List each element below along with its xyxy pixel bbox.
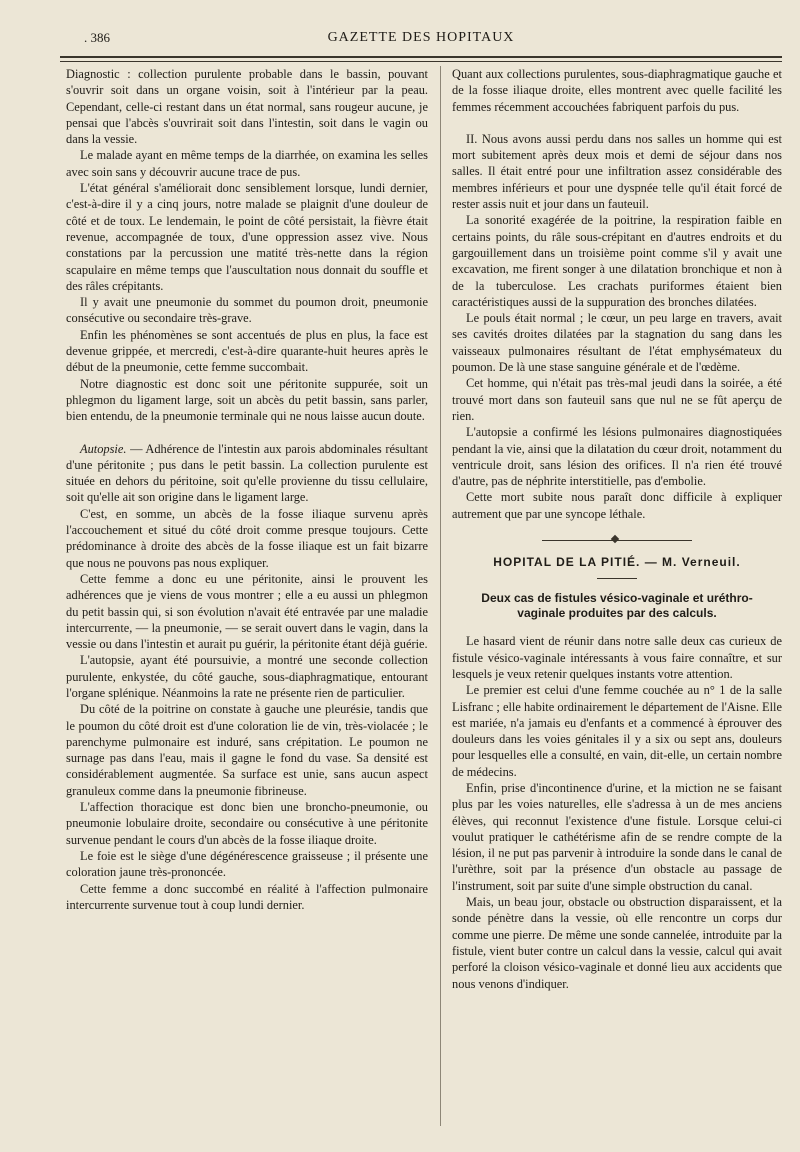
case-title: Deux cas de fistules vésico-vaginale et uréthro-vaginale produites par des calculs. (481, 591, 753, 621)
paragraph: Il y avait une pneumonie du sommet du poumon droit, pneumonie consécutive ou secondaire très-grave. (66, 295, 428, 326)
hospital-heading: HOPITAL DE LA PITIÉ. — M. Verneuil. (493, 555, 741, 570)
paragraph: II. Nous avons aussi perdu dans nos salles un homme qui est mort subitement après deux mois et demi de séjour dans nos salles. Il était entré pour une infiltration assez considérable des membres inférieurs et pour une dyspnée telle qu'il était forcé de rester assis nuit et jour dans un fauteuil. (452, 131, 782, 212)
paragraph: L'autopsie, ayant été poursuivie, a montré une seconde collection purulente, enkystée, du côté gauche, sous-diaphragmatique, entourant l'organe splénique. Néanmoins la rate ne présente rien de particulier. (66, 653, 428, 700)
page-number: . 386 (84, 30, 110, 45)
paragraph: Le hasard vient de réunir dans notre salle deux cas curieux de fistule vésico-vaginale intéressants à vous faire connaître, et sur lesquels je veux retenir quelques instants votre attention. (452, 634, 782, 681)
paragraph: Cette mort subite nous paraît donc difficile à expliquer autrement que par une syncope léthale. (452, 490, 782, 521)
journal-title: GAZETTE DES HOPITAUX (327, 30, 515, 45)
left-column (66, 66, 428, 913)
autopsy-label: Autopsie. (80, 441, 127, 456)
paragraph: Cette femme a donc eu une péritonite, ainsi le prouvent les adhérences que je viens de vous montrer ; elle a eu aussi un phlegmon du petit bassin qui, si son évolution n'avait été entravée par une maladie intercurrente, — la pneumonie, — se serait ouvert dans le vagin, dans la vessie ou dans l'intestin et aurait pu guérir, la péritonite étant déjà guérie. (66, 571, 428, 652)
right-column (452, 66, 782, 992)
header-rule-thin (60, 61, 782, 62)
paragraph: L'autopsie a confirmé les lésions pulmonaires diagnostiquées pendant la vie, ainsi que la dilatation du cœur droit, notamment du ventricule droit, sans lésion des orifices. Il n'a rien été trouvé d'autre, pas de néphrite interstitielle, pas d'embolie. (452, 425, 782, 489)
paragraph: Diagnostic : collection purulente probable dans le bassin, pouvant s'ouvrir soit dans un organe voisin, soit à l'intérieur par la peau. Cependant, celle-ci restant dans un état normal, sans rougeur aucune, je pensai que l'abcès s'ouvrirait soit dans l'intestin, soit dans le vagin ou dans la vessie. (66, 67, 428, 147)
header-rule-thick (60, 56, 782, 58)
page-header (62, 30, 780, 52)
paragraph: Le premier est celui d'une femme couchée au n° 1 de la salle Lisfranc ; elle habite ordinairement le département de l'Aisne. Elle est mariée, n'a jamais eu d'enfants et a commencé à éprouver des douleurs dans les voies génitales il y a six ou sept ans, douleurs pour lesquelles elle a consulté, en vain, dit-elle, un certain nombre de médecins. (452, 683, 782, 779)
paragraph: Cet homme, qui n'était pas très-mal jeudi dans la soirée, a été trouvé mort dans son fauteuil sans que nul ne se fût aperçu de rien. (452, 376, 782, 423)
paragraph: C'est, en somme, un abcès de la fosse iliaque survenu après l'accouchement et situé du côté droit comme presque toujours. Cette prédominance à droite des abcès de la fosse iliaque est un fait bizarre que nous ne pouvons pas nous expliquer. (66, 506, 428, 570)
paragraph: L'état général s'améliorait donc sensiblement lorsque, lundi dernier, c'est-à-dire il y a cinq jours, notre malade se plaignit d'une douleur de côté et de toux. Le lendemain, le point de côté persistait, la fièvre était revenue, accompagnée de toux, d'une oppression assez vive. Nous constations par la percussion une matité très-nette dans la région scapulaire en même temps que l'auscultation nous donnait du souffle et des râles crépitants. (66, 181, 428, 293)
paragraph: Le malade ayant en même temps de la diarrhée, on examina les selles avec soin sans y découvrir aucune trace de pus. (66, 148, 428, 179)
paragraph: Le pouls était normal ; le cœur, un peu large en travers, avait ses cavités droites dilatées par la stagnation du sang dans les vaisseaux pulmonaires résultant de l'état emphysémateux du poumon. De là une stase sanguine générale et de l'œdème. (452, 311, 782, 375)
autopsy-paragraph (66, 441, 428, 506)
divider-ornament (611, 535, 619, 543)
autopsy-text: — Adhérence de l'intestin aux parois abdominales résultant d'une péritonite ; pus dans le petit bassin. La collection purulente est située en dehors du péritoine, soit qu'elle provienne du tissu cellulaire, soit qu'elle ait son origine dans le ligament large. (66, 441, 428, 505)
paragraph: Mais, un beau jour, obstacle ou obstruction disparaissent, et la sonde pénètre dans la vessie, où elle rencontre un corps dur comme une pierre. De même une sonde cannelée, introduite par la fistule, vient buter contre un calcul dans la vessie, calcul qui avait perforé la cloison vésico-vaginale et donné lieu aux accidents que nous venons d'indiquer. (452, 895, 782, 991)
paragraph: Enfin les phénomènes se sont accentués de plus en plus, la face est devenue grippée, et mercredi, c'est-à-dire quarante-huit heures après le début de la pneumonie, cette femme succombait. (66, 327, 428, 375)
paragraph: Le foie est le siège d'une dégénérescence graisseuse ; il présente une coloration jaune très-prononcée. (66, 848, 428, 880)
paragraph: Enfin, prise d'incontinence d'urine, et la miction ne se faisant plus par les voies naturelles, elle s'adressa à un de mes anciens élèves, qui reconnut l'existence d'une fistule. Lorsque celui-ci voulut pratiquer le cathétérisme afin de se rendre compte de la lésion, il ne put pas parvenir à introduire la sonde dans le canal de l'urèthre, soit par la présence d'un obstacle au passage de l'instrument, soit par suite d'une simple obstruction du canal. (452, 780, 782, 893)
heading-rule (597, 578, 637, 579)
paragraph: Quant aux collections purulentes, sous-diaphragmatique gauche et de la fosse iliaque droite, elles montrent avec quelle facilité les femmes récemment accouchées fabriquent parfois du pus. (452, 67, 782, 114)
paragraph: La sonorité exagérée de la poitrine, la respiration faible en certains points, du râle sous-crépitant en d'autres endroits et du gargouillement dans un troisième point comme s'il y avait une excavation, me firent songer à une dilatation bronchique et non à de la tuberculose. Les crachats puriformes étaient bien caractéristiques aussi de la suppuration des bronches dilatées. (452, 213, 782, 309)
column-separator (440, 66, 441, 1126)
paragraph: Notre diagnostic est donc soit une péritonite suppurée, soit un phlegmon du ligament large, soit un abcès du petit bassin, sans parler, bien entendu, de la pneumonie terminale qui ne nous laisse aucun doute. (66, 376, 428, 424)
paragraph: Du côté de la poitrine on constate à gauche une pleurésie, tandis que le poumon du côté droit est d'une coloration lie de vin, très-violacée ; le parenchyme pulmonaire est induré, sans crépitation. Le poumon ne surnage pas dans l'eau, mais il gagne le fond du vase. Sa densité est considérablement augmentée. Sa surface est unie, sans aucun aspect granuleux comme dans la pneumonie fibrineuse. (66, 702, 428, 798)
paragraph: Cette femme a donc succombé en réalité à l'affection pulmonaire intercurrente survenue tout à coup lundi dernier. (66, 881, 428, 912)
paragraph: L'affection thoracique est donc bien une broncho-pneumonie, ou pneumonie lobulaire droite, secondaire ou consécutive à une péritonite survenue pendant le cours d'un abcès de la fosse iliaque droite. (66, 800, 428, 847)
section-divider (542, 536, 692, 544)
